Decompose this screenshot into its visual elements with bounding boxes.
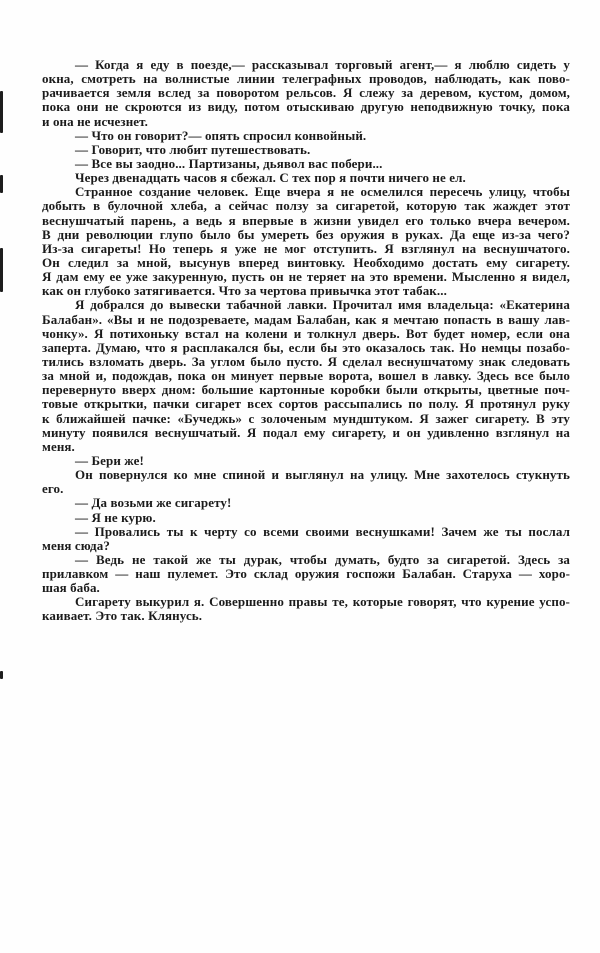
text-line: пока они не скроются из виду, потом отыскиваю другую неподвижную точку, пока bbox=[42, 99, 570, 115]
text-line: Странное создание человек. Еще вчера я не осмелился пересечь улицу, чтобы bbox=[75, 184, 570, 200]
paragraph bbox=[42, 595, 570, 623]
text-line: — Что он говорит?— опять спросил конвойный. bbox=[75, 127, 367, 143]
text-line: меня. bbox=[42, 438, 75, 454]
text-line: — Да возьми же сигарету! bbox=[75, 495, 232, 511]
text-line: прилавком — наш пулемет. Это склад оружия госпожи Балабан. Старуха — хоро- bbox=[42, 566, 570, 582]
paragraph bbox=[42, 468, 570, 496]
text-line: — Провались ты к черту со всеми своими веснушками! Зачем же ты послал bbox=[75, 523, 570, 539]
text-line: Сигарету выкурил я. Совершенно правы те, которые говорят, что курение успо- bbox=[75, 594, 570, 610]
text-line: окна, смотреть на волнистые линии телеграфных проводов, наблюдать, как пово- bbox=[42, 71, 570, 87]
paragraph bbox=[42, 454, 570, 468]
text-line: тились взломать дверь. За углом было пусто. Я сделал веснушчатому знак следовать bbox=[42, 353, 570, 369]
text-line: — Когда я еду в поезде,— рассказывал торговый агент,— я люблю сидеть у bbox=[75, 57, 570, 72]
text-line: за мной и, подождав, пока он минует первые ворота, вошел в лавку. Здесь все было bbox=[42, 368, 570, 384]
text-line: Я дам ему ее уже закуренную, пусть он не теряет на это времени. Мысленно я видел, bbox=[42, 269, 570, 285]
scan-mark bbox=[0, 671, 3, 679]
text-line: Через двенадцать часов я сбежал. С тех пор я почти ничего не ел. bbox=[75, 170, 466, 186]
paragraph bbox=[42, 525, 570, 553]
text-line: рачивается земля вслед за поворотом рельсов. Я слежу за деревом, кустом, домом, bbox=[42, 85, 570, 101]
text-line: каивает. Это так. Клянусь. bbox=[42, 608, 203, 624]
text-line: и она не исчезнет. bbox=[42, 113, 149, 129]
text-line: шая баба. bbox=[42, 580, 100, 596]
scan-mark bbox=[0, 248, 3, 292]
text-line: перевернуто вверх дном: большие картонные коробки были открыты, цветные поч- bbox=[42, 382, 570, 398]
text-line: Он следил за мной, высунув вперед винтовку. Необходимо достать ему сигарету. bbox=[42, 254, 570, 270]
paragraph bbox=[42, 185, 570, 298]
text-line: В дни революции глупо было бы умереть без оружия в руках. Да еще из-за чего? bbox=[42, 226, 570, 242]
text-line: — Ведь не такой же ты дурак, чтобы думать, будто за сигаретой. Здесь за bbox=[75, 551, 570, 567]
text-line: товые открытки, пачки сигарет всех сортов рассыпались по полу. Я протянул руку bbox=[42, 396, 570, 412]
text-line: как он глубоко затягивается. Что за чертова привычка этот табак... bbox=[42, 283, 447, 299]
paragraph bbox=[42, 298, 570, 454]
text-line: его. bbox=[42, 481, 64, 497]
text-line: — Я не курю. bbox=[75, 509, 156, 525]
paragraph bbox=[42, 171, 570, 185]
paragraph bbox=[42, 157, 570, 171]
scan-mark bbox=[0, 91, 3, 133]
paragraph bbox=[42, 58, 570, 129]
paragraph bbox=[42, 143, 570, 157]
text-line: Балабан». «Вы и не подозреваете, мадам Балабан, как я мечтаю попасть в вашу лав- bbox=[42, 311, 570, 327]
text-line: — Говорит, что любит путешествовать. bbox=[75, 141, 311, 157]
page-text bbox=[42, 58, 570, 624]
text-line: веснушчатый парень, а ведь я впервые в жизни увидел его только вчера вечером. bbox=[42, 212, 570, 228]
text-line: Из-за сигареты! Но теперь я уже не мог отступить. Я взглянул на веснушчатого. bbox=[42, 240, 570, 256]
text-line: минуту появился веснушчатый. Я подал ему сигарету, и он удивленно взглянул на bbox=[42, 424, 570, 440]
text-line: меня сюда? bbox=[42, 537, 110, 553]
paragraph bbox=[42, 129, 570, 143]
text-line: добыть в булочной хлеба, а сейчас ползу за сигаретой, которую так жаждет этот bbox=[42, 198, 570, 214]
text-line: чонку». Я потихоньку встал на колени и толкнул дверь. Вот будет номер, если она bbox=[42, 325, 570, 341]
text-line: Я добрался до вывески табачной лавки. Прочитал имя владельца: «Екатерина bbox=[75, 297, 570, 313]
paragraph bbox=[42, 496, 570, 510]
paragraph bbox=[42, 511, 570, 525]
paragraph bbox=[42, 553, 570, 595]
text-line: заперта. Думаю, что я расплакался бы, если бы это оказалось так. Но немцы позабо- bbox=[42, 339, 570, 355]
text-line: к ближайшей пачке: «Бучеджь» с золоченым мундштуком. Я зажег сигарету. В эту bbox=[42, 410, 570, 426]
text-line: — Бери же! bbox=[75, 452, 144, 468]
text-line: Он повернулся ко мне спиной и выглянул на улицу. Мне захотелось стукнуть bbox=[75, 467, 570, 483]
text-line: — Все вы заодно... Партизаны, дьявол вас побери... bbox=[75, 155, 383, 171]
scan-mark bbox=[0, 175, 3, 193]
